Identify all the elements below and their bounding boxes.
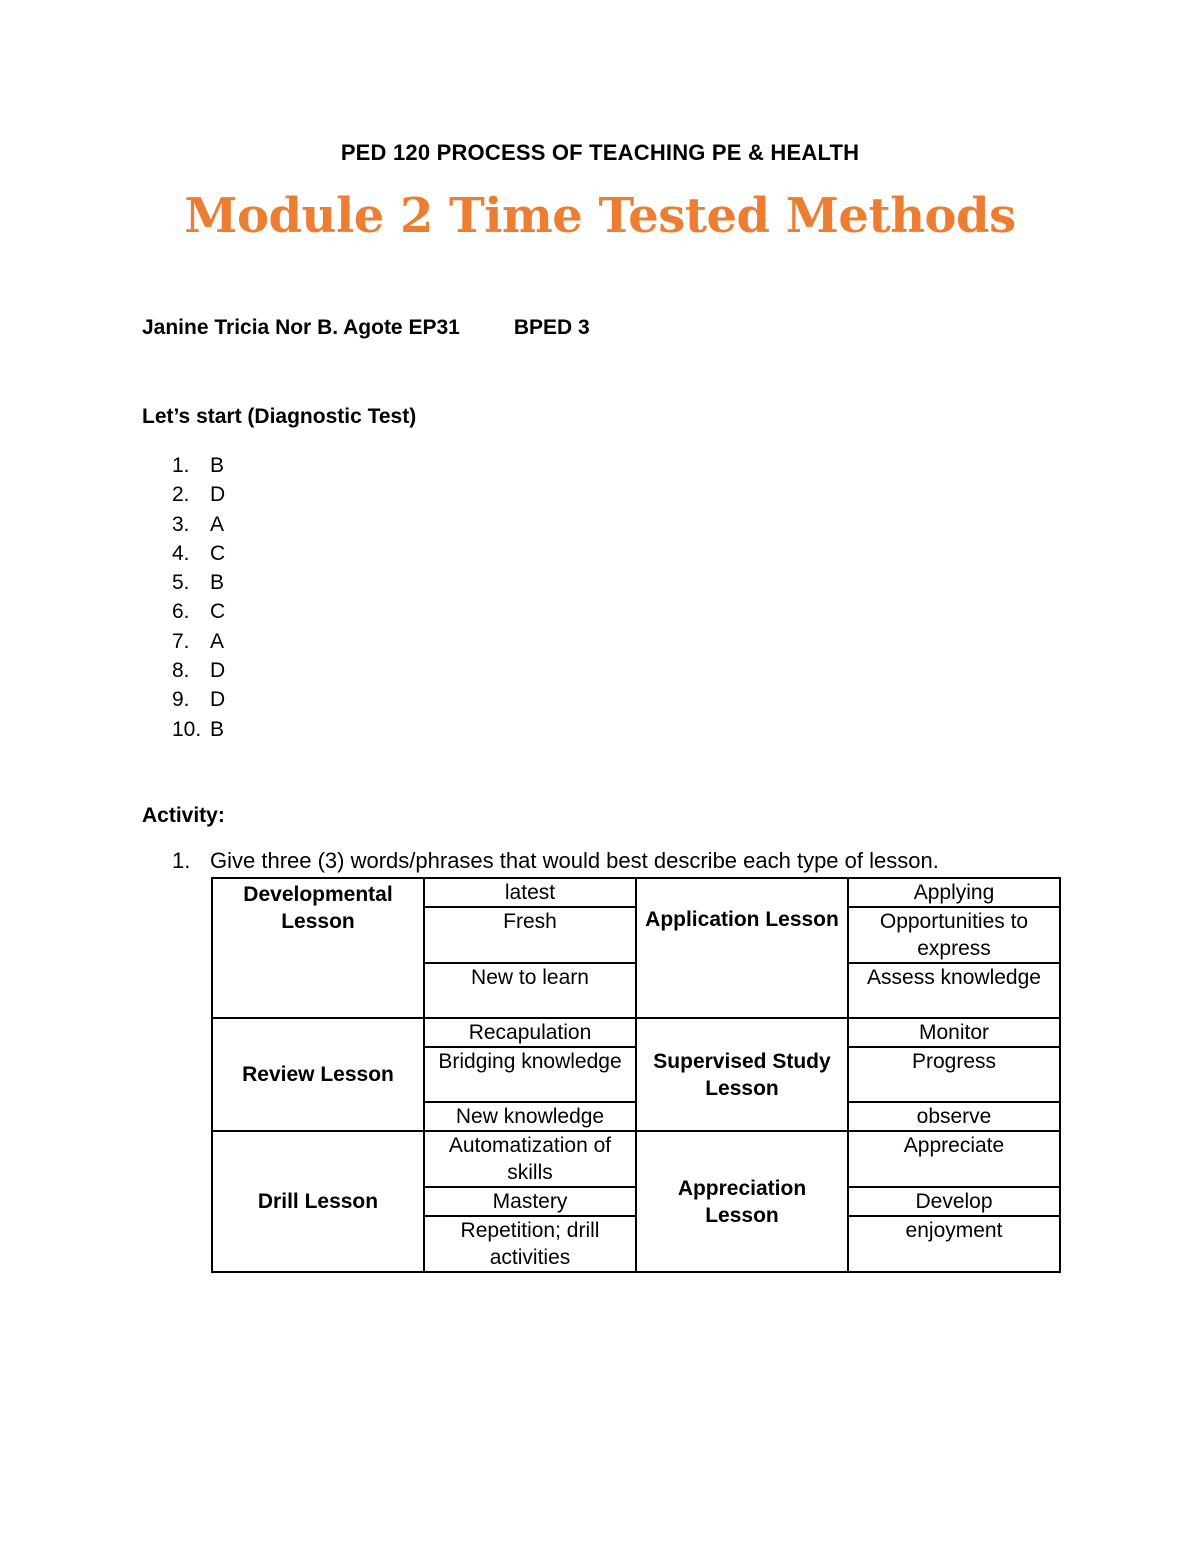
list-item [172, 480, 225, 509]
item-answer: C [210, 541, 226, 565]
item-number: 10. [172, 717, 202, 741]
table-cell: New to learn [424, 963, 636, 1018]
item-answer: A [210, 629, 225, 653]
list-item [172, 539, 225, 568]
item-number: 5. [172, 571, 190, 595]
table-cell: Bridging knowledge [424, 1047, 636, 1102]
item-number: 6. [172, 600, 190, 624]
list-item [172, 656, 225, 685]
table-cell: Appreciate [848, 1131, 1060, 1187]
lesson-type-review: Review Lesson [212, 1018, 424, 1131]
instruction-text: Give three (3) words/phrases that would best describe each type of lesson. [210, 848, 939, 873]
table-cell: observe [848, 1102, 1060, 1131]
item-number: 9. [172, 688, 190, 712]
lesson-type-developmental: Developmental Lesson [212, 878, 424, 1018]
table-cell: Develop [848, 1187, 1060, 1216]
table-row [212, 1131, 1060, 1187]
item-answer: B [210, 571, 225, 595]
item-answer: A [210, 512, 225, 536]
student-name: Janine Tricia Nor B. Agote EP31 [142, 316, 460, 339]
item-number: 3. [172, 512, 190, 536]
item-answer: D [210, 483, 226, 507]
list-item [172, 568, 225, 597]
item-answer: C [210, 600, 226, 624]
table-cell: enjoyment [848, 1216, 1060, 1272]
lesson-type-application: Application Lesson [636, 878, 848, 1018]
table-cell: Progress [848, 1047, 1060, 1102]
lesson-type-drill: Drill Lesson [212, 1131, 424, 1272]
module-title: Module 2 Time Tested Methods [184, 188, 1016, 244]
item-number: 7. [172, 629, 190, 653]
item-answer: D [210, 659, 226, 683]
item-number: 1. [172, 454, 190, 477]
list-item [172, 510, 225, 539]
table-row [212, 1018, 1060, 1047]
table-cell: Repetition; drill activities [424, 1216, 636, 1272]
table-cell: Recapulation [424, 1018, 636, 1047]
table-cell: Mastery [424, 1187, 636, 1216]
lesson-types-table [211, 877, 1061, 1273]
item-number: 8. [172, 659, 190, 683]
student-info [142, 316, 590, 340]
item-number: 4. [172, 541, 190, 565]
diagnostic-heading: Let’s start (Diagnostic Test) [142, 405, 417, 428]
item-number: 2. [172, 483, 190, 507]
activity-heading: Activity: [142, 804, 225, 827]
table-row [212, 878, 1060, 907]
table-cell: Applying [848, 878, 1060, 907]
table-cell: latest [424, 878, 636, 907]
lesson-type-appreciation: Appreciation Lesson [636, 1131, 848, 1272]
table-cell: Assess knowledge [848, 963, 1060, 1018]
table-cell: New knowledge [424, 1102, 636, 1131]
item-answer: D [210, 688, 226, 712]
list-item [172, 627, 225, 656]
lesson-type-supervised-study: Supervised Study Lesson [636, 1018, 848, 1131]
table-cell: Automatization of skills [424, 1131, 636, 1187]
item-answer: B [210, 717, 225, 741]
activity-instruction [172, 848, 939, 874]
list-item [172, 685, 225, 714]
course-title: PED 120 PROCESS OF TEACHING PE & HEALTH [340, 140, 860, 165]
table-cell: Opportunities to express [848, 907, 1060, 963]
diagnostic-answer-list [172, 451, 225, 744]
item-number: 1. [172, 848, 191, 873]
list-item [172, 451, 225, 480]
item-answer: B [210, 454, 225, 477]
student-program: BPED 3 [513, 316, 590, 339]
table-cell: Fresh [424, 907, 636, 963]
list-item [172, 715, 225, 744]
list-item [172, 597, 225, 626]
table-cell: Monitor [848, 1018, 1060, 1047]
